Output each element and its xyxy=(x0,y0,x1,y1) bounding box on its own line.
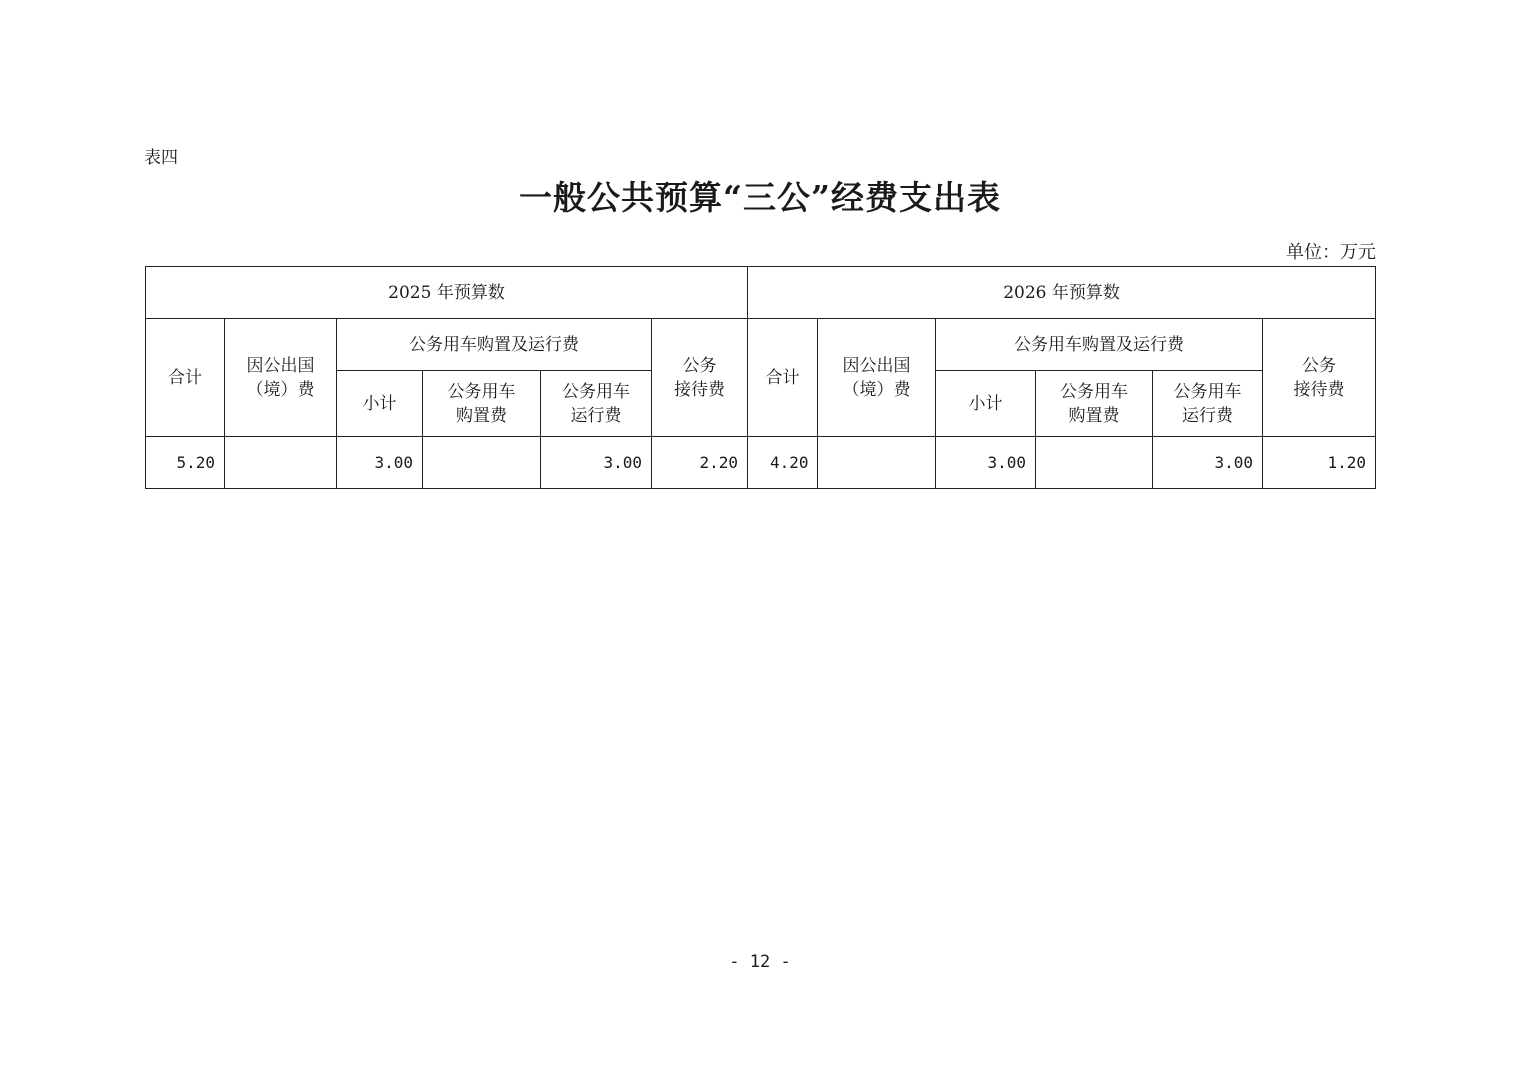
budget-table xyxy=(145,266,1376,489)
header-reception-line1: 公务 xyxy=(1302,355,1337,376)
header-reception-line2: 接待费 xyxy=(1293,379,1345,400)
header-purchase-line2: 购置费 xyxy=(456,405,507,426)
header-reception-2026 xyxy=(1263,319,1376,437)
header-abroad-2026 xyxy=(818,319,936,437)
header-operation-line2: 运行费 xyxy=(570,405,622,426)
header-purchase-2026 xyxy=(1036,371,1153,437)
column-header-row xyxy=(146,319,1376,371)
year-2025-header: 2025 年预算数 xyxy=(146,267,748,319)
header-vehicle-group-2026: 公务用车购置及运行费 xyxy=(936,319,1263,371)
cell-abroad-2026 xyxy=(818,437,936,489)
header-total-2026: 合计 xyxy=(748,319,818,437)
cell-purchase-2026 xyxy=(1036,437,1153,489)
header-abroad-line1: 因公出国 xyxy=(842,355,911,376)
header-purchase-2025 xyxy=(423,371,541,437)
cell-operation-2025: 3.00 xyxy=(541,437,652,489)
table-label: 表四 xyxy=(144,148,178,168)
header-total-2025: 合计 xyxy=(146,319,225,437)
header-abroad-line2: （境）费 xyxy=(246,379,315,400)
header-operation-line1: 公务用车 xyxy=(1173,381,1242,402)
cell-subtotal-2026: 3.00 xyxy=(936,437,1036,489)
header-operation-line2: 运行费 xyxy=(1182,405,1234,426)
header-operation-2025 xyxy=(541,371,652,437)
header-purchase-line1: 公务用车 xyxy=(447,381,516,402)
header-purchase-line2: 购置费 xyxy=(1068,405,1120,426)
year-2026-header: 2026 年预算数 xyxy=(748,267,1376,319)
header-subtotal-2025: 小计 xyxy=(337,371,423,437)
header-reception-2025 xyxy=(652,319,748,437)
cell-total-2026: 4.20 xyxy=(748,437,818,489)
page-title: 一般公共预算“三公”经费支出表 xyxy=(519,178,1001,217)
cell-total-2025: 5.20 xyxy=(146,437,225,489)
header-abroad-2025 xyxy=(225,319,337,437)
cell-reception-2025: 2.20 xyxy=(652,437,748,489)
header-abroad-line2: （境）费 xyxy=(842,379,911,400)
table-row xyxy=(146,437,1376,489)
cell-abroad-2025 xyxy=(225,437,337,489)
header-subtotal-2026: 小计 xyxy=(936,371,1036,437)
cell-operation-2026: 3.00 xyxy=(1153,437,1263,489)
header-abroad-line1: 因公出国 xyxy=(246,355,315,376)
cell-subtotal-2025: 3.00 xyxy=(337,437,423,489)
header-purchase-line1: 公务用车 xyxy=(1060,381,1129,402)
header-vehicle-group-2025: 公务用车购置及运行费 xyxy=(337,319,652,371)
header-operation-line1: 公务用车 xyxy=(562,381,630,402)
page-number: - 12 - xyxy=(729,952,791,972)
cell-reception-2026: 1.20 xyxy=(1263,437,1376,489)
header-reception-line2: 接待费 xyxy=(674,379,725,400)
year-header-row xyxy=(146,267,1376,319)
unit-label: 单位：万元 xyxy=(1286,242,1376,263)
header-reception-line1: 公务 xyxy=(682,355,717,376)
cell-purchase-2025 xyxy=(423,437,541,489)
header-operation-2026 xyxy=(1153,371,1263,437)
